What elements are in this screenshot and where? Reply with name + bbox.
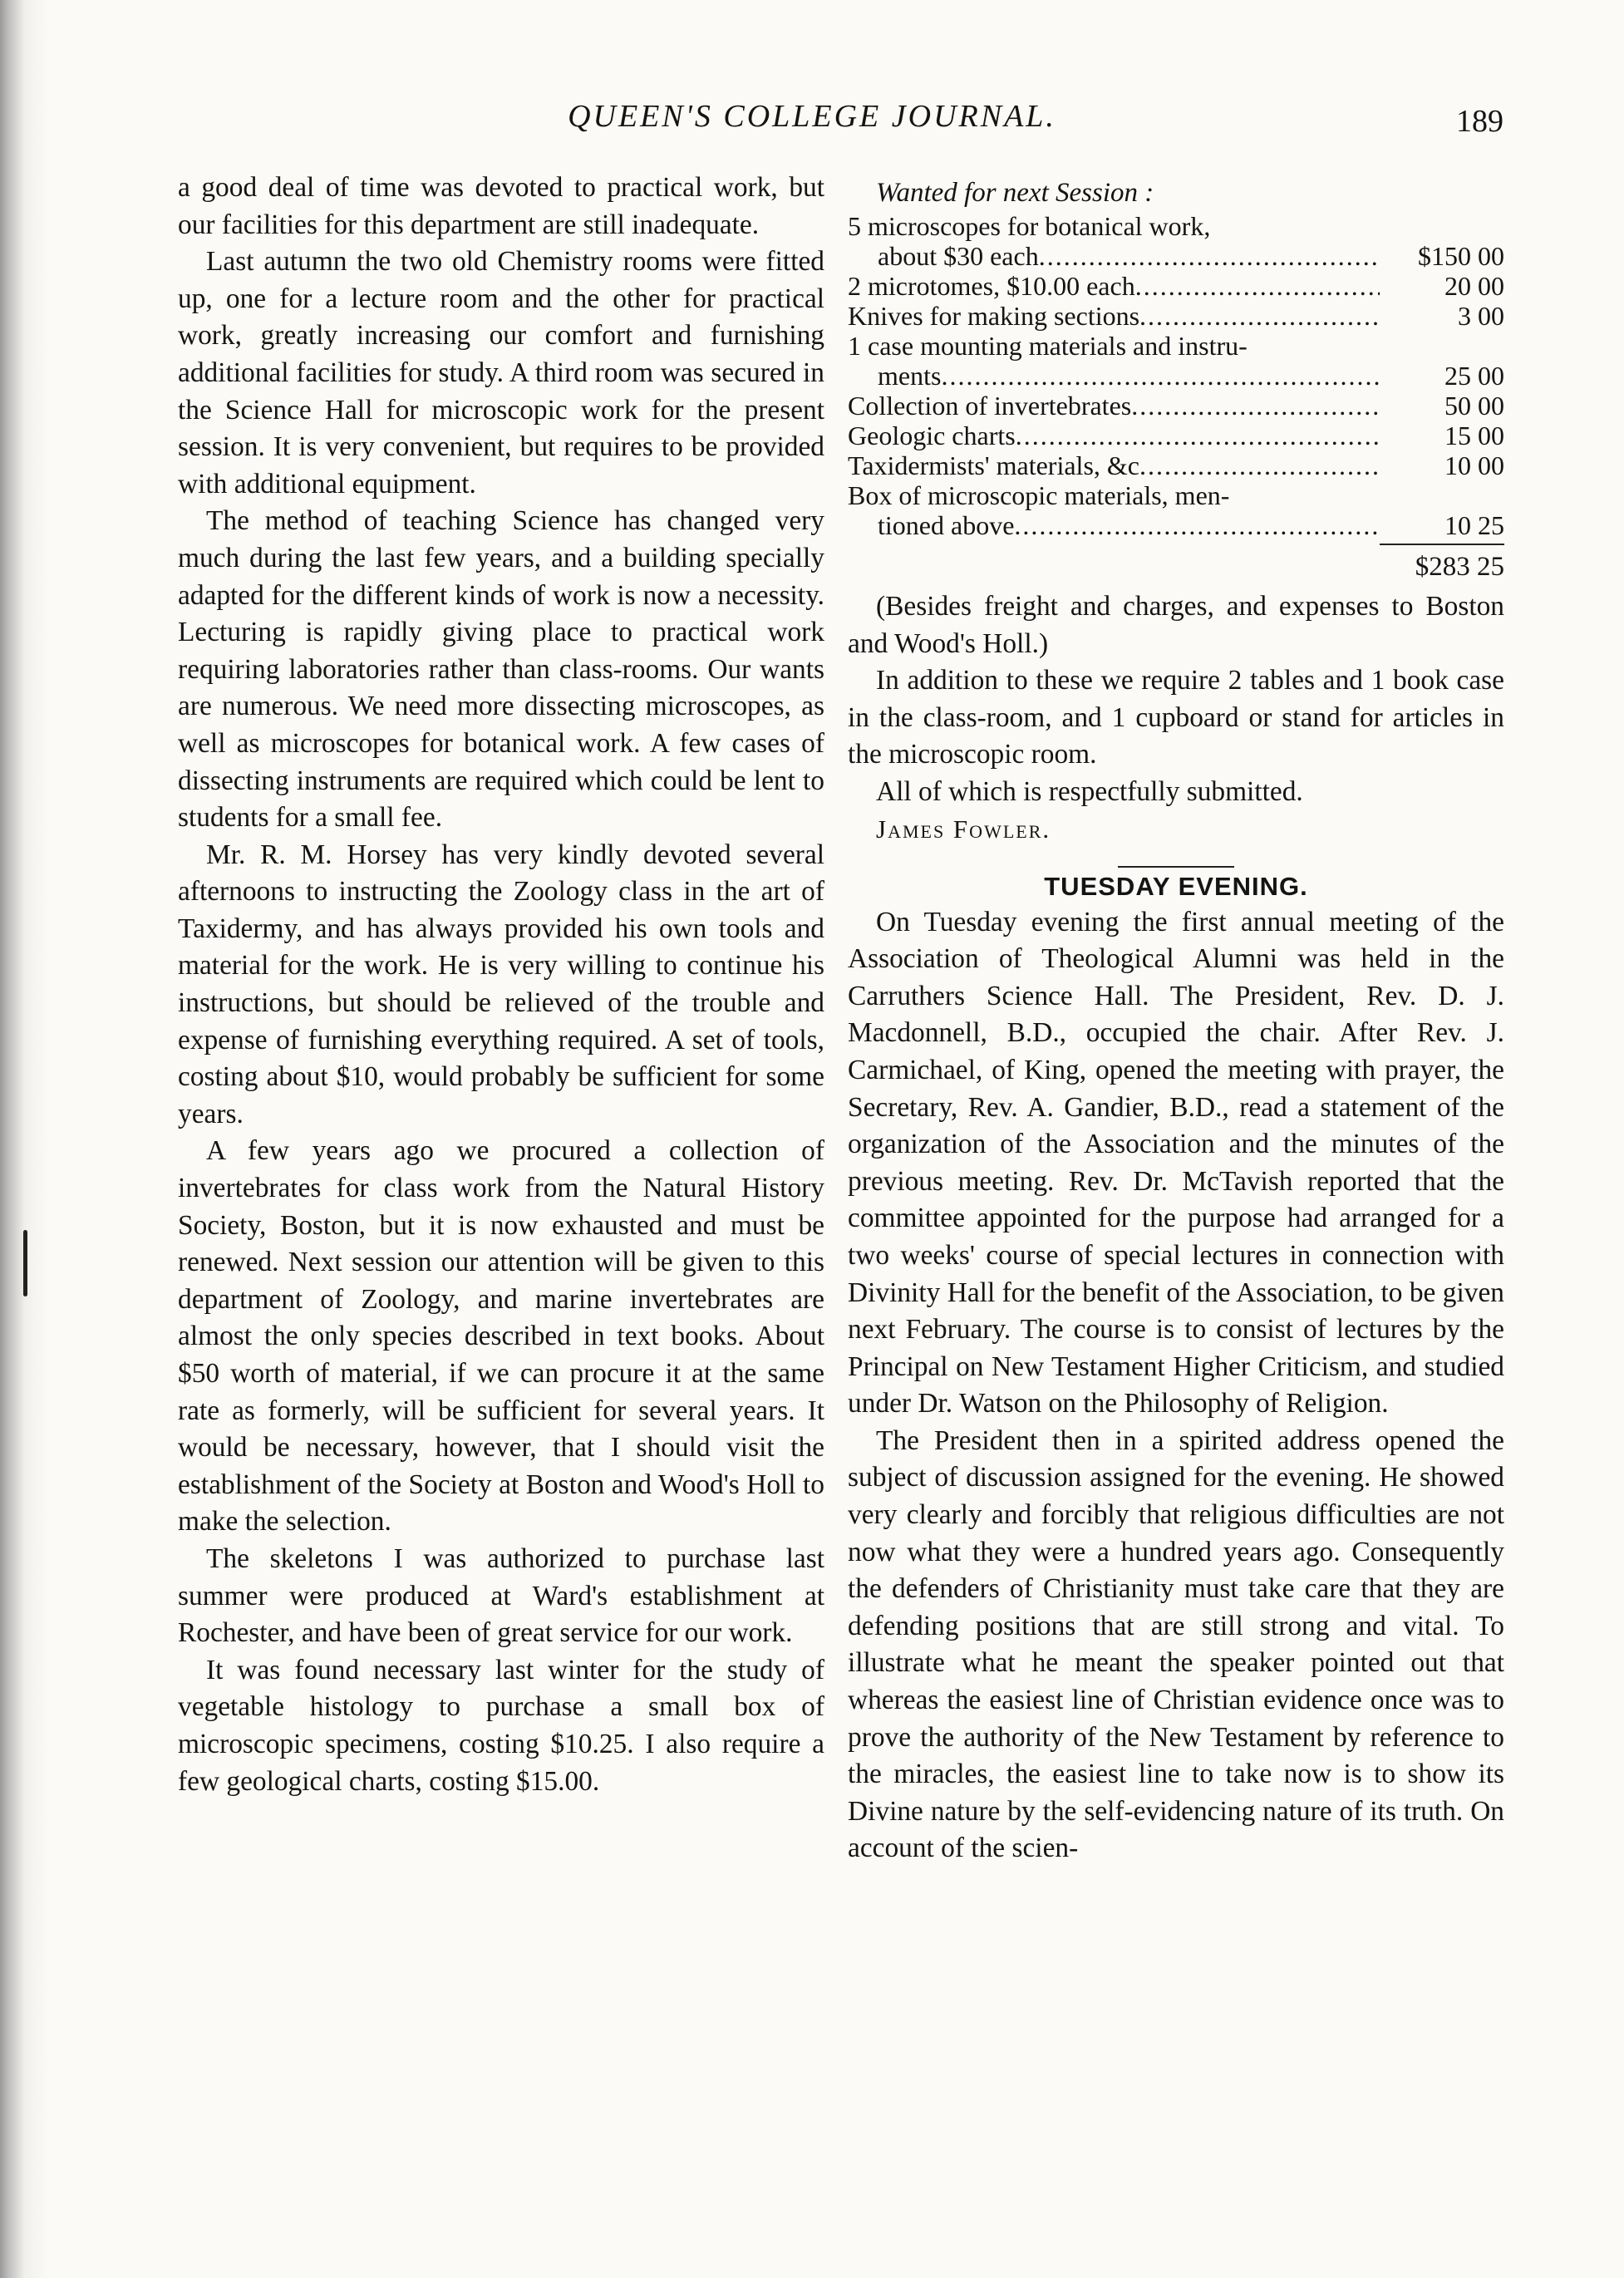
item-price: 10 25 [1444, 510, 1504, 540]
paragraph: A few years ago we procured a collection of invertebrates for class work from the Natural History Society, Boston, but it is now exhausted and must be renewed. Next session our attention will be given to this department of Zoology, and marine invertebrates are almost the only species described in text books. About $50 worth of material, if we can procure it at the same rate as formerly, will be sufficient for several years. It would be necessary, however, that I should visit the establishment of the Society at Boston and Wood's Holl to make the selection. [178, 1135, 824, 1538]
leader-dots [941, 361, 1380, 391]
item-lead: 5 microscopes for botanical work, [848, 211, 1211, 241]
item-price: 3 00 [1458, 301, 1504, 331]
leader-dots [1139, 450, 1380, 480]
item-lead: 1 case mounting materials and instru- [848, 331, 1248, 361]
item-continuation: about $30 each [878, 241, 1039, 271]
item-lead: Collection of invertebrates [848, 391, 1132, 421]
leader-dots [1016, 421, 1380, 450]
item-continuation: ments [878, 361, 942, 391]
paragraph: All of which is respectfully submitted. [876, 775, 1303, 807]
item-lead: Knives for making sections [848, 301, 1140, 331]
item-lead: Box of microscopic materials, men- [848, 480, 1230, 510]
total-amount: $283 25 [1415, 552, 1504, 582]
item-lead: Geologic charts [848, 421, 1016, 450]
running-title: QUEEN'S COLLEGE JOURNAL. [568, 99, 1056, 134]
wanted-items-list [848, 211, 1504, 540]
item-price: 20 00 [1444, 271, 1504, 301]
paragraph: The President then in a spirited address opened the subject of discussion assigned for the evening. He showed very clearly and forcibly that religious difficulties are not now what they were a hundred years ago. Consequently the defenders of Christianity must take care that they are defending positions that are still strong and vital. To illustrate what he meant the speaker pointed out that whereas the easiest line of Christian evidence once was to prove the authority of the New Testament by reference to the miracles, the easiest line to take now is to show its Divine nature by the self-evidencing nature of its truth. On account of the scien- [848, 1424, 1504, 1864]
paragraph: a good deal of time was devoted to practical work, but our facilities for this department are still inadequate. [178, 172, 824, 240]
item-price: 25 00 [1444, 361, 1504, 391]
item-continuation: tioned above [878, 510, 1015, 540]
item-price: $150 00 [1418, 241, 1504, 271]
section-divider [1118, 866, 1234, 868]
paragraph: On Tuesday evening the first annual meeting of the Association of Theological Alumni was held in the Carruthers Science Hall. The President, Rev. D. J. Macdonnell, B.D., occupied the chair. After Rev. J. Carmichael, of King, opened the meeting with prayer, the Secretary, Rev. A. Gandier, B.D., read a statement of the organization of the Association and the minutes of the previous meeting. Rev. Dr. McTavish reported that the committee appointed for the purpose had arranged for a two weeks' course of special lectures in connection with Divinity Hall for the benefit of the Association, to be given next February. The course is to consist of lectures by the Principal on New Testament Higher Criticism, and studied under Dr. Watson on the Philosophy of Religion. [848, 906, 1504, 1419]
paragraph: In addition to these we require 2 tables and 1 book case in the class-room, and 1 cupboard or stand for articles in the microscopic room. [848, 665, 1504, 770]
paragraph: The skeletons I was authorized to purchase last summer were produced at Ward's establishment at Rochester, and have been of great service for our work. [178, 1542, 824, 1649]
paragraph: It was found necessary last winter for the study of vegetable histology to purchase a small box of microscopic specimens, costing $10.25. I also require a few geological charts, costing $15.00. [178, 1654, 824, 1797]
list-item [848, 271, 1504, 301]
list-item [848, 211, 1504, 271]
leader-dots [1039, 241, 1380, 271]
list-item [848, 421, 1504, 450]
signature: James Fowler. [876, 814, 1051, 844]
leader-dots [1139, 301, 1380, 331]
item-lead: Taxidermists' materials, &c [848, 450, 1139, 480]
leader-dots [1014, 510, 1380, 540]
item-price: 10 00 [1444, 450, 1504, 480]
list-item [848, 301, 1504, 331]
page-header [0, 98, 1624, 148]
item-price: 50 00 [1444, 391, 1504, 421]
page-number: 189 [1456, 104, 1503, 139]
paragraph: Mr. R. M. Horsey has very kindly devoted several afternoons to instructing the Zoology class in the art of Taxidermy, and has always provided his own tools and material for the work. He is very willing to continue his instructions, but should be relieved of the trouble and expense of furnishing everything required. A set of tools, costing about $10, would probably be sufficient for some years. [178, 839, 824, 1129]
paragraph: Last autumn the two old Chemistry rooms were fitted up, one for a lecture room and the other for practical work, greatly increasing our comfort and furnishing additional facilities for study. A third room was secured in the Science Hall for microscopic work for the present session. It is very convenient, but requires to be provided with additional equipment. [178, 246, 824, 499]
list-item [848, 391, 1504, 421]
wanted-list-title: Wanted for next Session : [876, 178, 1154, 208]
paragraph: (Besides freight and charges, and expenses to Boston and Wood's Holl.) [848, 591, 1504, 659]
list-item [848, 480, 1504, 540]
right-column [848, 175, 1504, 1867]
leader-dots [1131, 391, 1380, 421]
section-heading: TUESDAY EVENING. [1044, 871, 1308, 901]
list-item [848, 331, 1504, 391]
list-item [848, 450, 1504, 480]
leader-dots [1135, 271, 1380, 301]
left-column [178, 170, 824, 1800]
binding-mark [23, 1230, 27, 1296]
item-price: 15 00 [1444, 421, 1504, 450]
paragraph: The method of teaching Science has changed very much during the last few years, and a building specially adapted for the different kinds of work is now a necessity. Lecturing is rapidly giving place to practical work requiring laboratories rather than class-rooms. Our wants are numerous. We need more dissecting microscopes, as well as microscopes for botanical work. A few cases of dissecting instruments are required which could be lent to students for a small fee. [178, 505, 824, 834]
page-left-edge-shadow [0, 0, 48, 2278]
item-lead: 2 microtomes, $10.00 each [848, 271, 1135, 301]
